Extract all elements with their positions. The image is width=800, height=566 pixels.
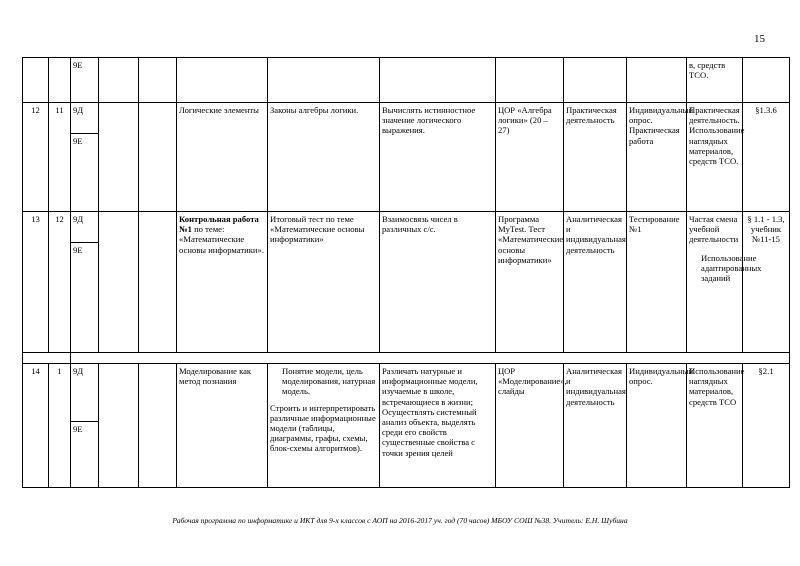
cell-activity-type: Аналитическая и индивидуальная деятельность (564, 212, 627, 353)
cell-date-fact (139, 364, 177, 488)
cell-homework: §1.3.6 (743, 103, 790, 212)
cell-control: Индивидуальный опрос. (627, 364, 687, 488)
cell-date-plan (99, 212, 139, 353)
cell-date-fact (139, 58, 177, 103)
table-spacer-row (23, 353, 790, 364)
cell-homework: §2.1 (743, 364, 790, 488)
cell-resources (687, 212, 762, 353)
cell-num (23, 58, 49, 103)
cell-lesson-num: 1 (49, 364, 71, 488)
cell-activity-type (564, 58, 627, 103)
table-row (23, 58, 790, 103)
cell-topic: Логические элементы (177, 103, 268, 212)
content-line-b: Строить и интерпретировать различные информационные модели (таблицы, диаграммы, графы, схемы, блок-схемы алгоритмов). (270, 402, 376, 454)
cell-lesson-num: 11 (49, 103, 71, 212)
cell-cor: Программа MyTest. Тест «Математические основы информатики» (496, 212, 564, 353)
cell-activity-type: Аналитическая и индивидуальная деятельность (564, 364, 627, 488)
cell-class: 9Е (71, 422, 99, 488)
cell-resources: Практическая деятельность. Использование наглядных материалов, средств ТСО. (687, 103, 743, 212)
cell-content: Законы алгебры логики. (268, 103, 380, 212)
cell-class: 9Е (71, 58, 99, 103)
cell-content (268, 364, 380, 488)
cell-cor (496, 58, 564, 103)
content-line-a: Понятие модели, цель моделирования, натурная модель. (282, 366, 376, 397)
cell-num: 12 (23, 103, 49, 212)
page-number: 15 (754, 33, 765, 45)
cell-num: 13 (23, 212, 49, 353)
resources-line-a: Частая смена учебной деятельности (689, 214, 739, 245)
cell-class: 9Д (71, 103, 99, 134)
cell-control: Индивидуальный опрос. Практическая работа (627, 103, 687, 212)
cell-content (268, 58, 380, 103)
page-footer: Рабочая программа по информатике и ИКТ для 9-х классов с АОП на 2016-2017 уч. год (70 часов) МБОУ СОШ №38. Учитель: Е.Н. Шубина (172, 516, 628, 525)
spacer-cell (23, 353, 71, 364)
cell-activities: Вычислять истинностное значение логического выражения. (380, 103, 496, 212)
cell-homework: § 1.1 - 1.3, учебник №11-15 (743, 212, 790, 353)
table-row (23, 364, 790, 422)
resources-line-b: Использование адаптированных заданий (701, 252, 762, 284)
lesson-plan-table (22, 57, 790, 488)
cell-cor: ЦОР «Моделирование», слайды (496, 364, 564, 488)
topic-rest: по теме: «Математические основы информатики». (179, 224, 264, 255)
cell-topic: Моделирование как метод познания (177, 364, 268, 488)
cell-activities: Взаимосвязь чисел в различных с/с. (380, 212, 496, 353)
topic-bold: Контрольная работа №1 (179, 214, 259, 235)
cell-date-plan (99, 58, 139, 103)
cell-activity-type: Практическая деятельность (564, 103, 627, 212)
cell-num: 14 (23, 364, 49, 488)
cell-lesson-num (49, 58, 71, 103)
cell-class: 9Е (71, 243, 99, 353)
cell-date-plan (99, 103, 139, 212)
cell-date-fact (139, 212, 177, 353)
cell-topic (177, 58, 268, 103)
cell-activities (380, 58, 496, 103)
cell-date-fact (139, 103, 177, 212)
cell-homework (743, 58, 790, 103)
cell-resources: Использование наглядных материалов, средств ТСО (687, 364, 743, 488)
spacer-cell (71, 353, 790, 364)
cell-class: 9Д (71, 212, 99, 243)
table-row (23, 103, 790, 134)
cell-control: Тестирование №1 (627, 212, 687, 353)
cell-topic (177, 212, 268, 353)
cell-class: 9Д (71, 364, 99, 422)
cell-activities: Различать натурные и информационные модели, изучаемые в школе, встречающиеся в жизни; Осуществлять системный анализ объекта, выделять среди его свойств существенные свойства с точки зрения целей (380, 364, 496, 488)
cell-lesson-num: 12 (49, 212, 71, 353)
cell-date-plan (99, 364, 139, 488)
cell-resources: в, средств ТСО. (687, 58, 743, 103)
cell-class: 9Е (71, 134, 99, 212)
cell-content: Итоговый тест по теме «Математические основы информатики» (268, 212, 380, 353)
table-row (23, 212, 790, 243)
cell-control (627, 58, 687, 103)
cell-cor: ЦОР «Алгебра логики» (20 – 27) (496, 103, 564, 212)
